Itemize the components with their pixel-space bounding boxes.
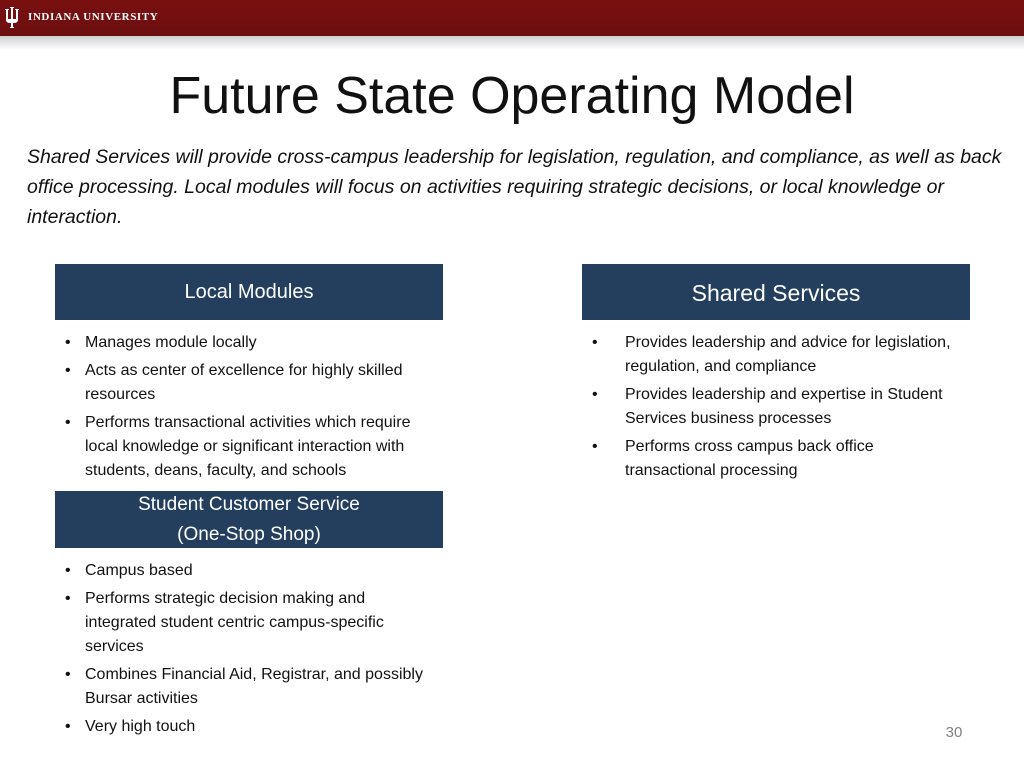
list-item: • Manages module locally [55, 331, 425, 355]
list-item: • Very high touch [55, 715, 435, 739]
scs-header-line1: Student Customer Service [138, 494, 360, 515]
slide-title: Future State Operating Model [169, 67, 855, 125]
list-item: • Acts as center of excellence for highly skilled resources [55, 359, 425, 407]
student-customer-service-list [55, 559, 435, 743]
list-item: • Campus based [55, 559, 435, 583]
page-number: 30 [945, 724, 963, 741]
list-item: • Provides leadership and expertise in Student Services business processes [582, 383, 962, 431]
local-modules-list [55, 331, 425, 489]
intro-text: Shared Services will provide cross-campus leadership for legislation, regulation, and compliance, as well as back office processing. Local modules will focus on activities requiring strategic decisions, or local knowledge or interaction. [27, 146, 1002, 228]
list-item: • Performs cross campus back office transactional processing [582, 435, 962, 483]
list-item: • Performs transactional activities which require local knowledge or significant interaction with students, deans, faculty, and schools [55, 411, 425, 483]
list-item: • Provides leadership and advice for legislation, regulation, and compliance [582, 331, 962, 379]
shared-services-header: Shared Services [582, 264, 970, 320]
list-item: • Combines Financial Aid, Registrar, and possibly Bursar activities [55, 663, 435, 711]
banner-shadow [0, 36, 1024, 50]
trident-logo-icon [4, 6, 22, 30]
local-modules-header: Local Modules [55, 264, 443, 320]
top-banner [0, 0, 1024, 36]
shared-services-list [582, 331, 962, 487]
list-item: • Performs strategic decision making and integrated student centric campus-specific services [55, 587, 435, 659]
scs-header-line2: (One-Stop Shop) [177, 524, 321, 545]
university-name: INDIANA UNIVERSITY [28, 11, 159, 23]
student-customer-service-header [55, 491, 443, 548]
